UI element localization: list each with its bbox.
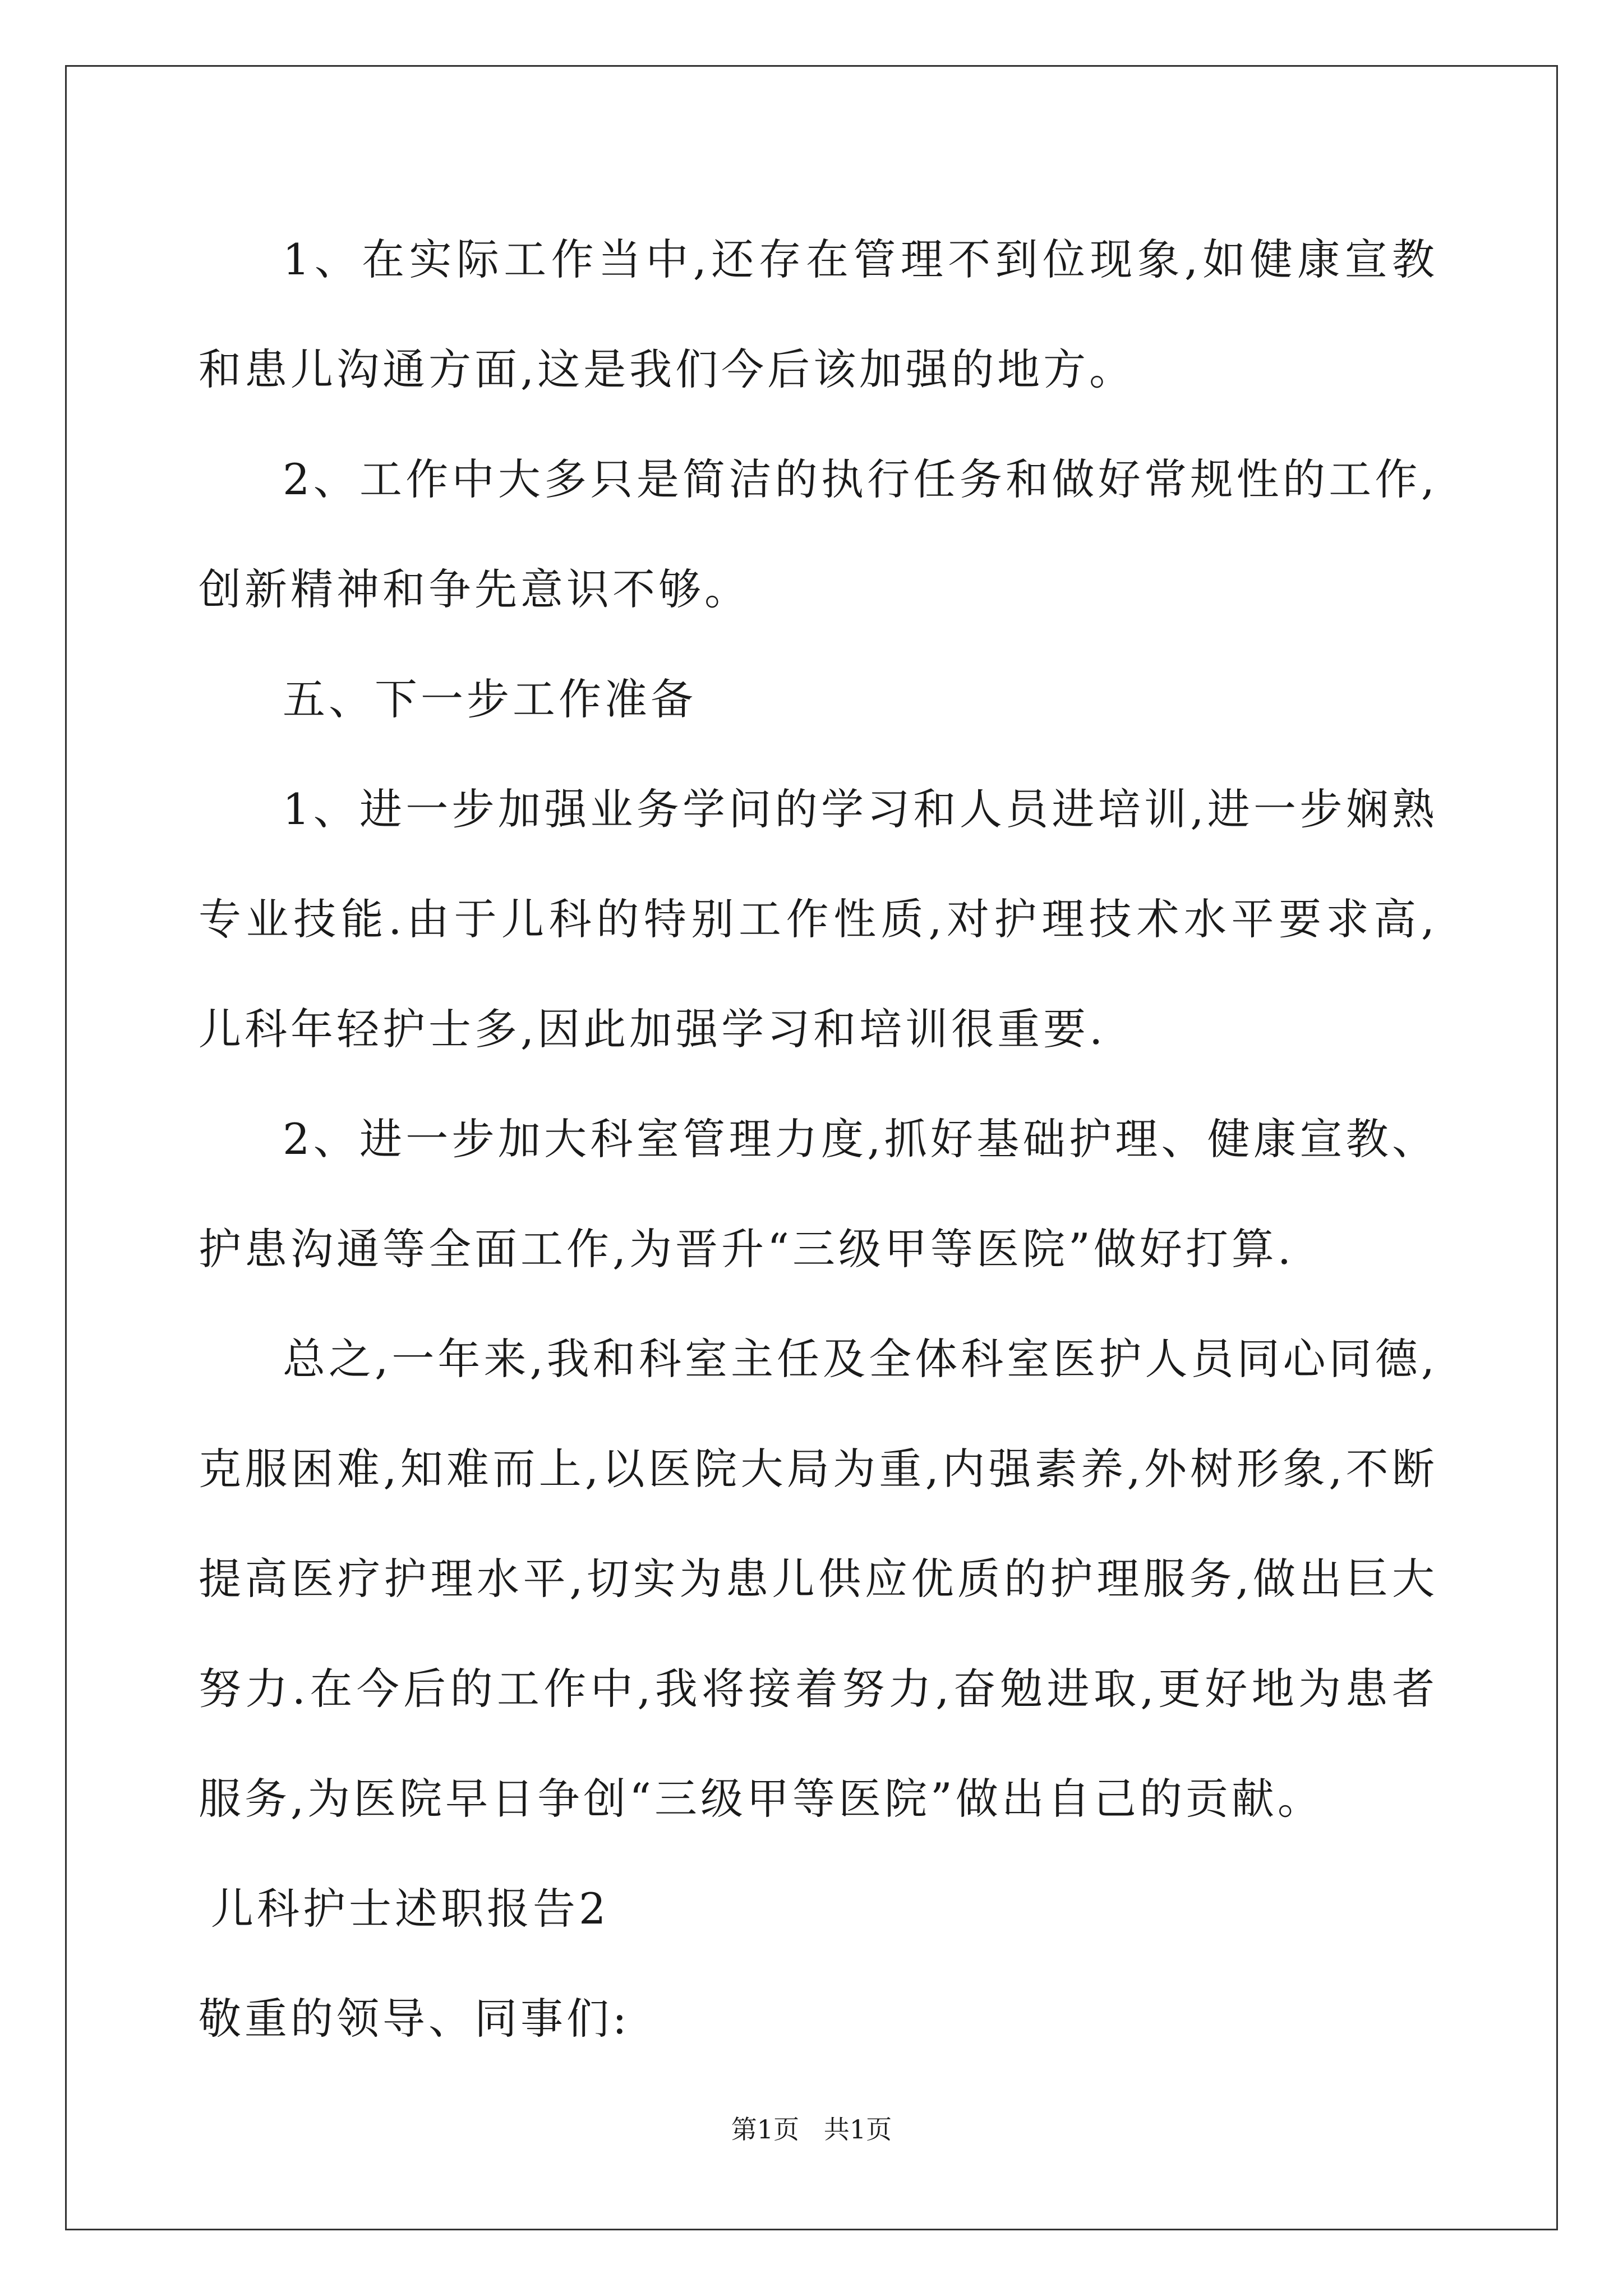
salutation: 敬重的领导、同事们:: [199, 1994, 630, 2044]
paragraph-conclusion: 总之,一年来,我和科室主任及全体科室医护人员同心同德,克服困难,知难而上,以医院大局为重,内强素养,外树形象,不断提高医疗护理水平,切实为患儿供应优质的护理服务,做出巨大努力.在今后的工作中,我将接着努力,奋勉进取,更好地为患者服务,为医院早日争创“三级甲等医院”做出自己的贡献。: [199, 1334, 1438, 1824]
paragraph-plan-1: 1、进一步加强业务学问的学习和人员进培训,进一步娴熟专业技能.由于儿科的特别工作性质,对护理技术水平要求高,儿科年轻护士多,因此加强学习和培训很重要.: [199, 784, 1438, 1054]
paragraph-improvement-2: 2、工作中大多只是简洁的执行任务和做好常规性的工作,创新精神和争先意识不够。: [199, 454, 1438, 614]
document-body: [199, 205, 1438, 2074]
page-number-footer: 第1页 共1页: [731, 2114, 892, 2145]
paragraph-plan-2: 2、进一步加大科室管理力度,抓好基础护理、健康宣教、护患沟通等全面工作,为晋升“三级甲等医院”做好打算.: [199, 1114, 1438, 1274]
paragraph-improvement-1: 1、在实际工作当中,还存在管理不到位现象,如健康宣教和患儿沟通方面,这是我们今后该加强的地方。: [199, 234, 1438, 394]
report-2-title: 儿科护士述职报告2: [211, 1884, 610, 1934]
section-heading-next-steps: 五、下一步工作准备: [283, 674, 697, 724]
